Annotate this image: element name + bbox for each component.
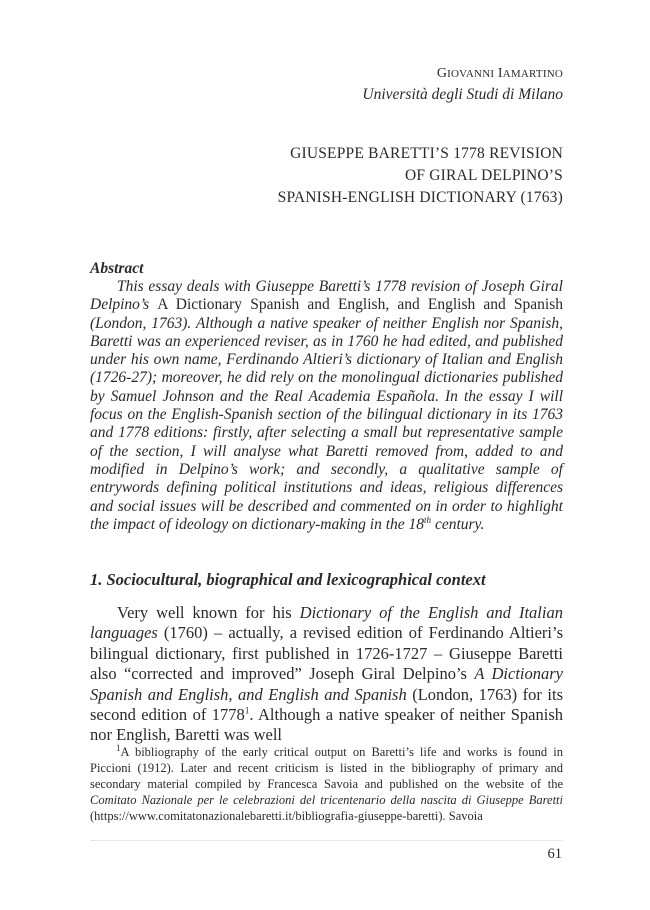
footnote-reference: 1: [244, 705, 250, 716]
article-title-line-3: SPANISH-ENGLISH DICTIONARY (1763): [277, 189, 563, 206]
abstract-dictionary-title: A Dictionary Spanish and English, and English and Spanish: [157, 296, 563, 314]
abstract-heading: Abstract: [90, 260, 144, 277]
section-heading: 1. Sociocultural, biographical and lexicographical context: [90, 570, 486, 589]
author-affiliation: Università degli Studi di Milano: [362, 86, 563, 103]
article-title-line-2: OF GIRAL DELPINO’S: [404, 167, 563, 184]
author-name: GIOVANNI IAMARTINO: [436, 66, 563, 81]
abstract-body: This essay deals with Giuseppe Baretti’s 1778 revision of Joseph Giral Delpino’s A Dictionary Spanish and English, and English and Spanish (London, 1763). Although a native speaker of neither English nor Spanish, Baretti was an experienced reviser, as in 1760 he had edited, and published under his own name, Ferdinando Altieri’s dictionary of Italian and English (1726-27); moreover, he did rely on the monolingual dictionaries published by Samuel Johnson and the Real Academia Española. In the essay I will focus on the English-Spanish section of the bilingual dictionary in its 1763 and 1778 editions: firstly, after selecting a small but representative sample of the section, I will analyse what Baretti removed from, added to and modified in Delpino’s work; and secondly, a qualitative sample of entrywords defining political institutions and ideas, religious differences and social issues will be described and commented on in order to highlight the impact of ideology on dictionary-making in the 18th century.: [90, 278, 563, 533]
section-body: Very well known for his Dictionary of the English and Italian languages (1760) – actually, a revised edition of Ferdinando Altieri’s bilingual dictionary, first published in 1726-1727 – Giuseppe Baretti also “corrected and improved” Joseph Giral Delpino’s A Dictionary Spanish and English, and English and Spanish (London, 1763) for its second edition of 1778$^1$. Although a native speaker of neither Spanish nor English, Baretti was well: [90, 603, 563, 745]
footnote: $^1$A bibliography of the early critical output on Baretti’s life and works is found in Piccioni (1912). Later and recent criticism is listed in the bibliography of primary and secondary material compiled by Francesca Savoia and published on the website of the Comitato Nazionale per le celebrazioni del tricentenario della nascita di Giuseppe Baretti (https://www.comitatonazionalebaretti.it/bibliografia-giuseppe-baretti). Savoia: [90, 742, 563, 823]
footer-divider: [90, 840, 563, 841]
article-title-line-1: GIUSEPPE BARETTI’S 1778 REVISION: [290, 145, 563, 162]
page-number: 61: [547, 846, 562, 862]
